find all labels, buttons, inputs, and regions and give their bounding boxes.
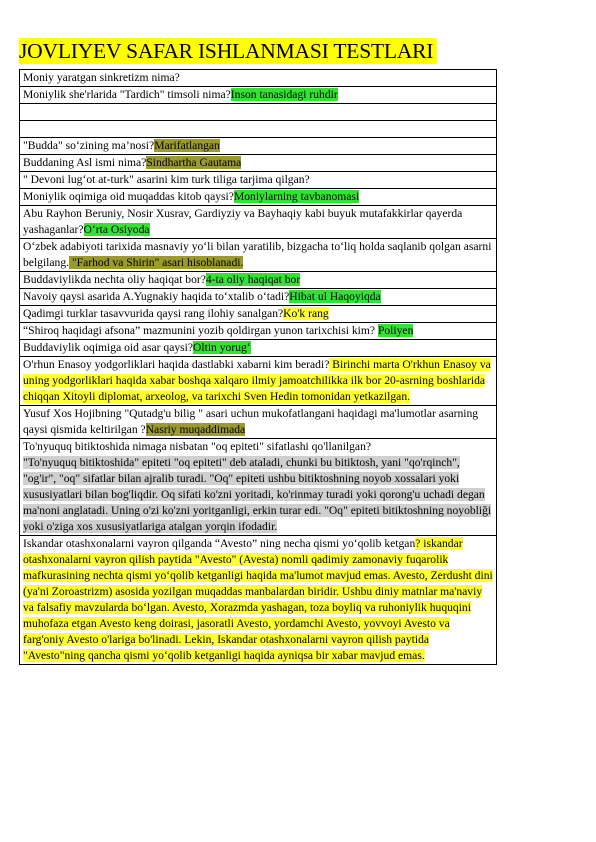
question-text: Qadimgi turklar tasavvurida qaysi rang ilohiy sanalgan? [23,307,284,320]
question-text: Buddaviylik oqimiga oid asar qaysi? [23,341,194,354]
question-row [20,340,496,357]
answer-text: ? iskandar otashxonalarni vayron qilish paytida "Avesto" (Avesta) nomli qadimiy zamonaviy fuqarolik mafkurasining nechta qismi yo‘qolib ketganligi haqida ma'lumot mavjud emas. Avesto, Zerdusht dini (ya'ni Zoroastrizm) asosida yozilgan muqaddas manbalardan biridir. Ushbu diniy matnlar ma'naviy va falsafiy mavzularda bo‘lgan. Avesto, Xorazmda yashagan, toza boyliq va ruhoniylik huquqini muhofaza etgan Avesto keng doirasi, jasoratli Avesto, yordamchi Avesto, yovvoyi Avesto va farg'oniy Avesto o'lariga bo'linadi. Lekin, Iskandar otashxonalarni vayron qilish paytida "Avesto"ning qancha qismi yo‘qolib ketganligi haqida ayniqsa bir xabar mavjud emas. [23,537,493,662]
question-text: Moniylik oqimiga oid muqaddas kitob qaysi? [23,190,234,203]
question-text: Moniy yaratgan sinkretizm nima? [23,71,180,84]
question-text: Moniylik she'rlarida "Tardich" timsoli nima? [23,88,231,101]
answer-text: Poliyen [377,324,414,337]
question-row [20,272,496,289]
question-text: Yusuf Xos Hojibning "Qutadg'u bilig " asari uchun mukofatlangani haqidagi ma'lumotlar asarning qaysi qismida keltirilgan ? [23,407,479,436]
answer-text: "To'nyuquq bitiktoshida" epiteti "oq epiteti" deb ataladi, chunki bu bitiktosh, yani "qo'rqinch", "og'ir", "oq" sifatlar bilan ajralib turadi. "Oq" epiteti ushbu bitiktoshning noyob xossalari yoki xususiyatlari bilan bog'liqdir. Oq sifati ko'zni yoritadi, ko'rinmay turadi yoki qorong'u uchadi degan ma'noni anglatadi. Uning o'zi ko'zni yoritganligi, erkin turar edi. "Oq" epiteti bitiktoshning noyobliği yoki o'ziga xos xususiyatlariga atalgan yorqin ifodadir. [23,456,492,533]
question-row [20,155,496,172]
answer-text: Ko'k rang [283,307,329,320]
question-text: O'rhun Enasoy yodgorliklari haqida dastlabki xabarni kim beradi? [23,358,330,371]
answer-text: Hibat ul Haqoyiqda [289,290,381,303]
question-text: Buddaning Asl ismi nima? [23,156,147,169]
answer-text: Moniylarning tavbanomasi [233,190,360,203]
question-row [20,439,496,536]
answer-text: Nasriy muqaddimada [145,423,246,436]
question-row [20,323,496,340]
question-row [20,536,496,665]
empty-row [20,104,496,121]
question-text: " Devoni lug‘ot at-turk" asarini kim turk tiliga tarjima qilgan? [23,173,310,186]
question-text: Navoiy qaysi asarida A.Yugnakiy haqida to‘xtalib o‘tadi? [23,290,290,303]
question-row [20,239,496,272]
empty-row [20,121,496,138]
answer-text: Inson tanasidagi ruhdir [230,88,338,101]
answer-text: Sindhartha Gautama [146,156,242,169]
question-row [20,306,496,323]
question-text: O‘zbek adabiyoti tarixida masnaviy yo‘li bilan yaratilib, bizgacha to‘liq holda saqlanib qolgan asarni belgilang. [23,240,492,269]
question-row [20,138,496,155]
question-row [20,206,496,239]
question-text: Buddaviylikda nechta oliy haqiqat bor? [23,273,206,286]
answer-text: "Farhod va Shirin" asari hisoblanadi. [69,256,244,269]
question-row [20,70,496,87]
question-text: Abu Rayhon Beruniy, Nosir Xusrav, Gardiyziy va Bayhaqiy kabi buyuk mutafakkirlar qayerda yashaganlar? [23,207,463,236]
question-row [20,289,496,306]
question-table [19,69,497,665]
question-text: To'nyuquq bitiktoshida nimaga nisbatan "oq epiteti" sifatlashi qo'llanilgan? [23,440,372,453]
question-text: Iskandar otashxonalarni vayron qilganda “Avesto” ning necha qismi yo‘qolib ketgan [23,537,416,550]
question-row [20,357,496,406]
question-text: “Shiroq haqidagi afsona” mazmunini yozib qoldirgan yunon tarixchisi kim? [23,324,378,337]
question-text: "Budda" so‘zining ma’nosi? [23,139,155,152]
question-row [20,87,496,104]
answer-text: Oltin yorug‘ [193,341,251,354]
question-row [20,189,496,206]
document-title: JOVLIYEV SAFAR ISHLANMASI TESTLARI [19,38,437,64]
answer-text: Marifatlangan [154,139,220,152]
answer-text: 4-ta oliy haqiqat bor [205,273,301,286]
answer-text: Birinchi marta O'rkhun Enasoy va uning yodgorliklari haqida xabar boshqa xalqaro ilmiy jamoatchilikka ilk bor 20-asrning boshlarida chiqqan Xitoyli diplomat, arxeolog, va tarixchi Sven Hedin tomonidan yetkazilgan. [23,358,491,403]
answer-text: O‘rta Osiyoda [83,223,150,236]
question-row [20,172,496,189]
question-row [20,406,496,439]
